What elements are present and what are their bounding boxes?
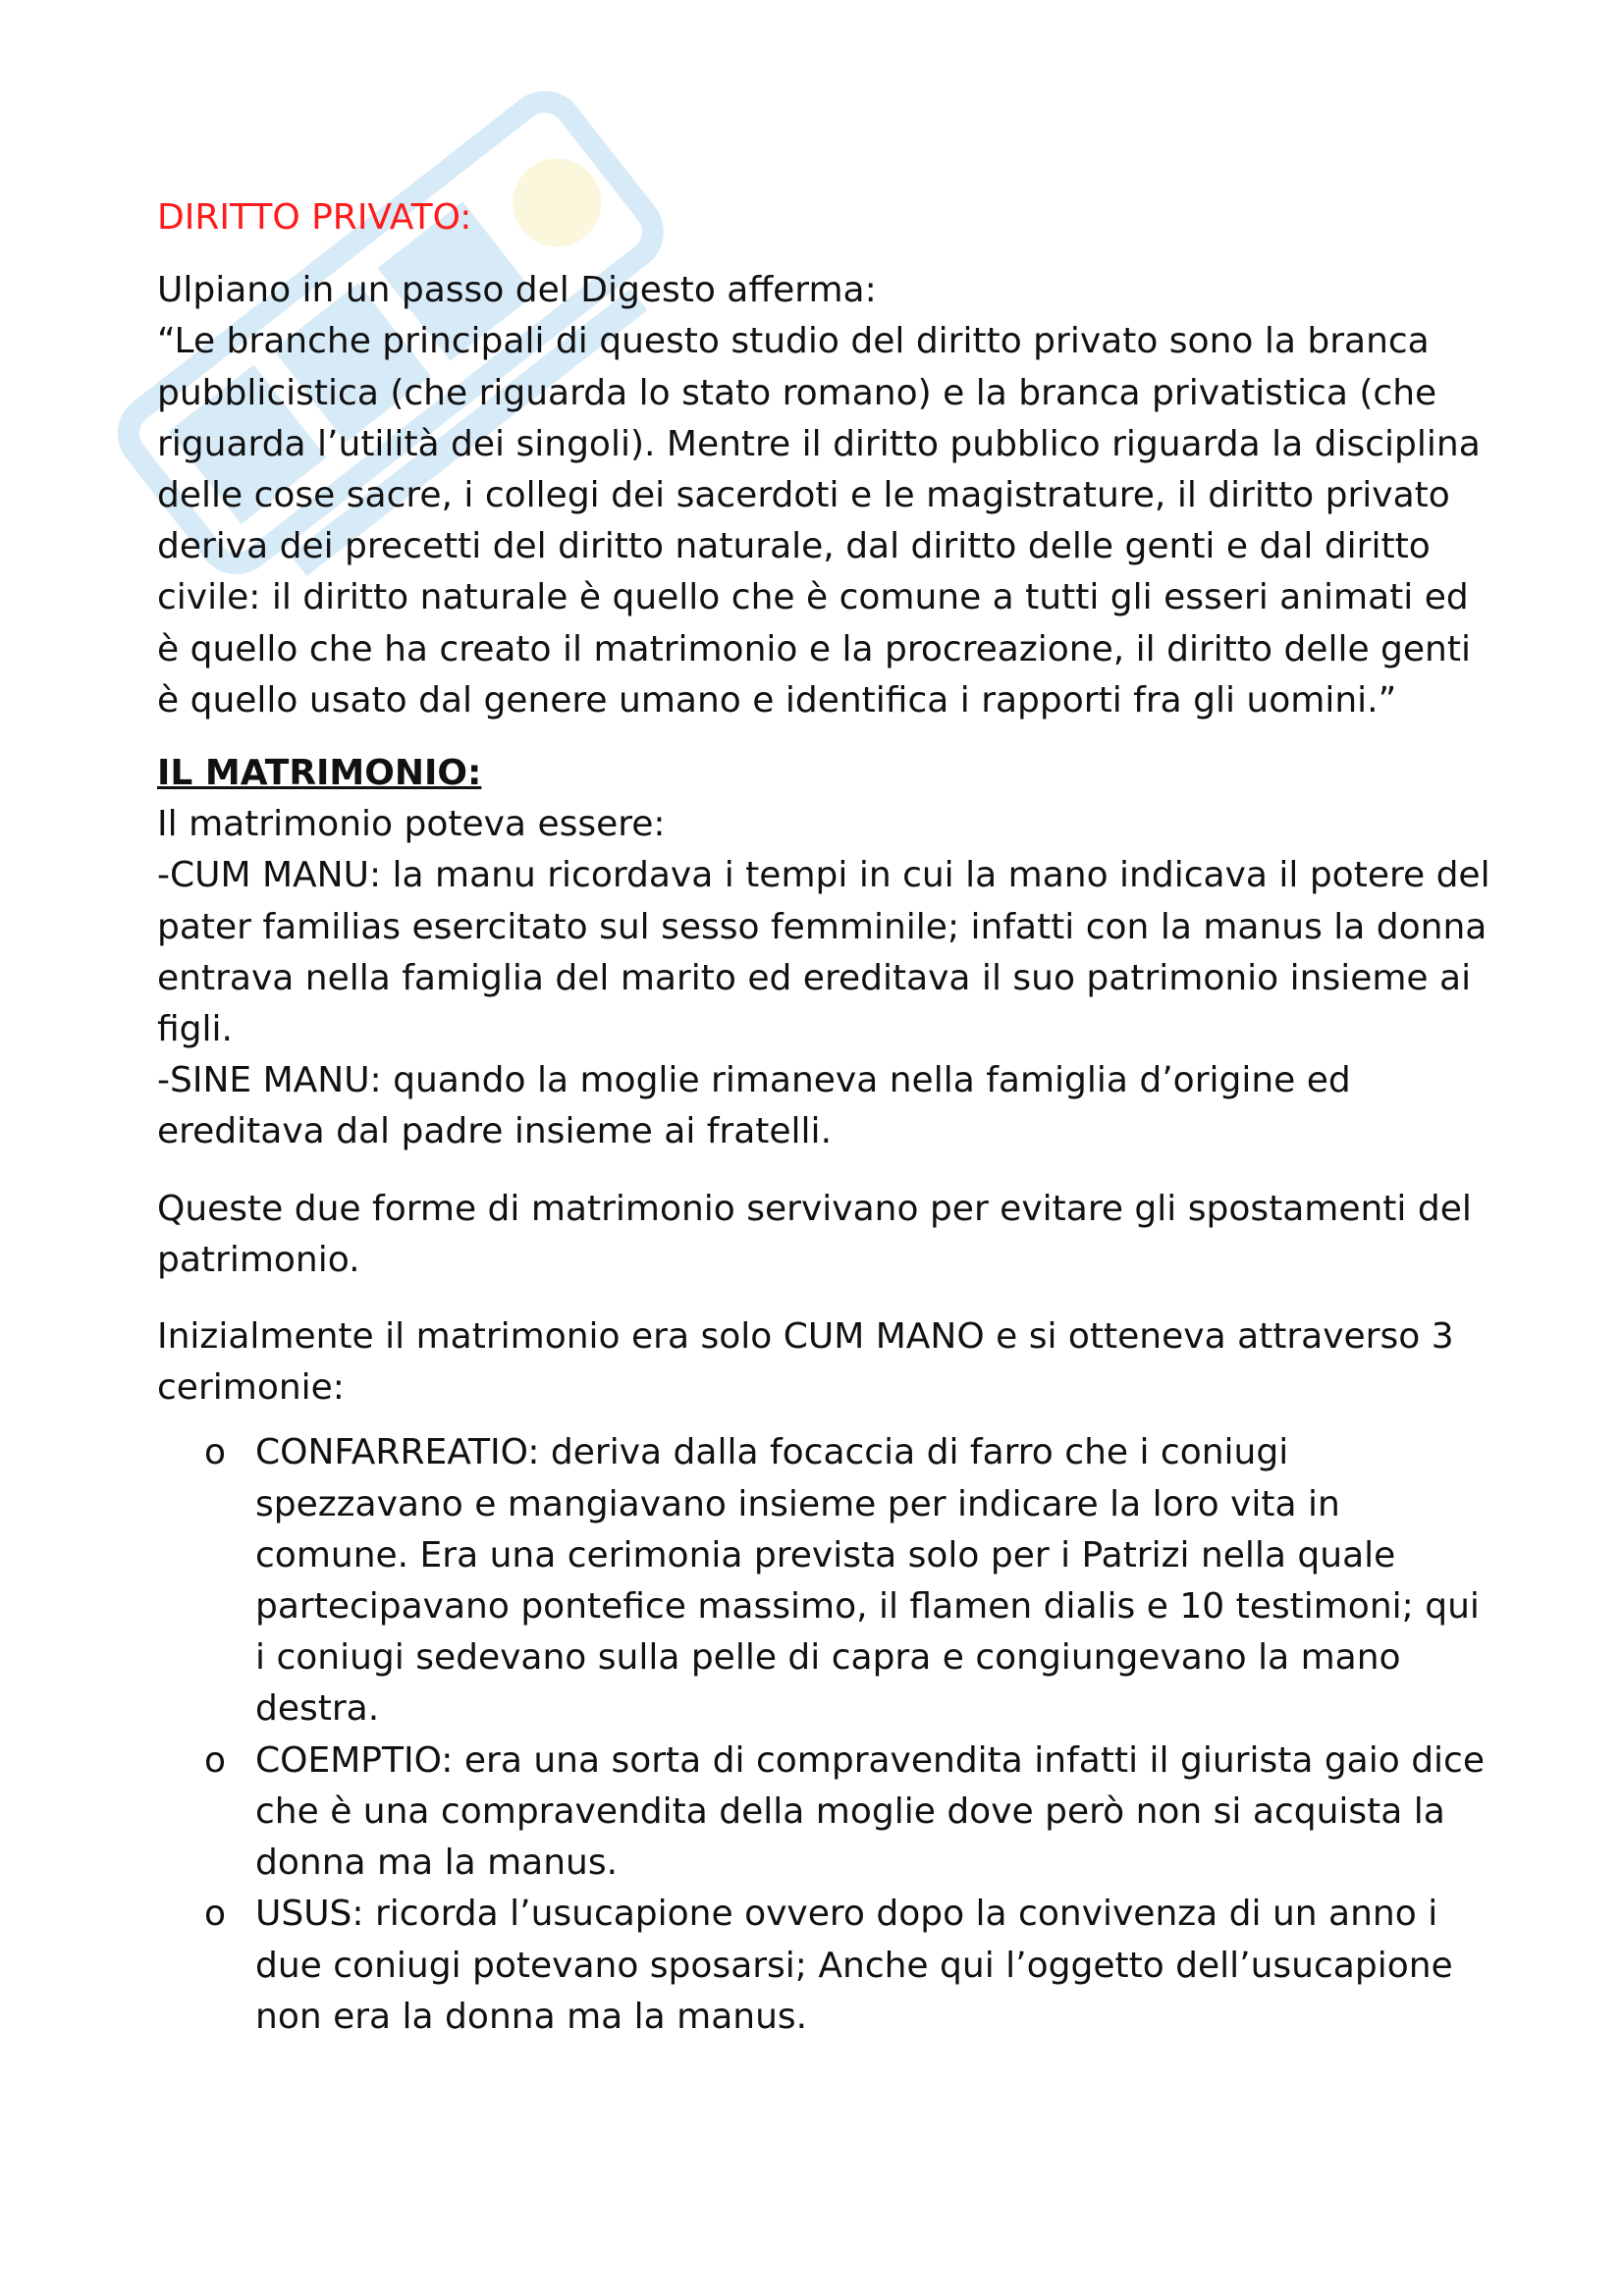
section-heading-matrimonio: IL MATRIMONIO: bbox=[157, 753, 482, 794]
list-item-usus bbox=[157, 1889, 1492, 2043]
list-item-text: COEMPTIO: era una sorta di compravendita infatti il giurista gaio dice che è una compravendita della moglie dove però non si acquista la donna ma la manus. bbox=[255, 1739, 1486, 1884]
document-page bbox=[157, 192, 1492, 2043]
paragraph-forms: Queste due forme di matrimonio servivano per evitare gli spostamenti del patrimonio. bbox=[157, 1188, 1472, 1280]
paragraph-sine-manu: -SINE MANU: quando la moglie rimaneva nella famiglia d’origine ed ereditava dal padre insieme ai fratelli. bbox=[157, 1060, 1351, 1152]
list-item-confarreatio bbox=[157, 1427, 1492, 1735]
ceremonies-list bbox=[157, 1427, 1492, 2042]
intro-line: Ulpiano in un passo del Digesto afferma: bbox=[157, 270, 877, 311]
bullet-marker: o bbox=[204, 1739, 227, 1781]
section-intro: Il matrimonio poteva essere: bbox=[157, 804, 666, 845]
paragraph-cum-manu: -CUM MANU: la manu ricordava i tempi in cui la mano indicava il potere del pater familias esercitato sul sesso femminile; infatti con la manus la donna entrava nella famiglia del marito ed ereditava il suo patrimonio insieme ai figli. bbox=[157, 855, 1490, 1050]
ulpiano-quote: “Le branche principali di questo studio del diritto privato sono la branca pubblicistica (che riguarda lo stato romano) e la branca privatistica (che riguarda l’utilità dei singoli). Mentre il diritto pubblico riguarda la disciplina delle cose sacre, i collegi dei sacerdoti e le magistrature, il diritto privato deriva dei precetti del diritto naturale, dal diritto delle genti e dal diritto civile: il diritto naturale è quello che è comune a tutti gli esseri animati ed è quello che ha creato il matrimonio e la procreazione, il diritto delle genti è quello usato dal genere umano e identifica i rapporti fra gli uomini.” bbox=[157, 321, 1481, 721]
list-item-coemptio bbox=[157, 1735, 1492, 1890]
list-item-text: CONFARREATIO: deriva dalla focaccia di farro che i coniugi spezzavano e mangiavano insieme per indicare la loro vita in comune. Era una cerimonia prevista solo per i Patrizi nella quale partecipavano pontefice massimo, il flamen dialis e 10 testimoni; qui i coniugi sedevano sulla pelle di capra e congiungevano la mano destra. bbox=[255, 1432, 1480, 1730]
bullet-marker: o bbox=[204, 1432, 227, 1473]
paragraph-initial: Inizialmente il matrimonio era solo CUM MANO e si otteneva attraverso 3 cerimonie: bbox=[157, 1316, 1454, 1409]
bullet-marker: o bbox=[204, 1894, 227, 1935]
document-title: DIRITTO PRIVATO: bbox=[157, 197, 472, 238]
list-item-text: USUS: ricorda l’usucapione ovvero dopo la convivenza di un anno i due coniugi potevano sposarsi; Anche qui l’oggetto dell’usucapione non era la donna ma la manus. bbox=[255, 1894, 1453, 2037]
